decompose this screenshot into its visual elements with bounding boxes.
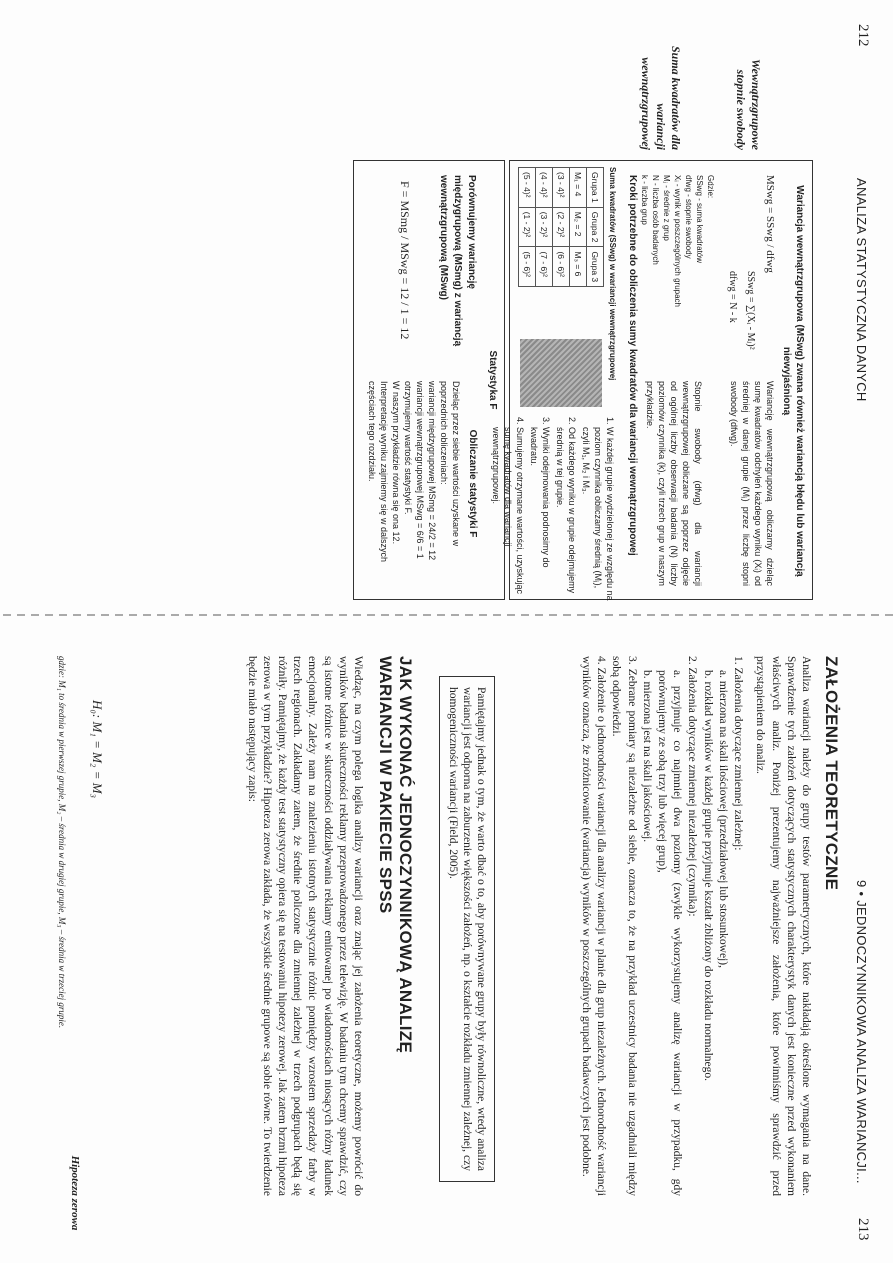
formula-legend [639,175,716,365]
f-statistic-box [353,160,505,600]
assumptions-list [578,656,745,1196]
table-cell: M₃ = 6 [570,247,587,287]
assumption-item: b. mierzona jest na skali jakościowej. [640,670,653,843]
table-cell: (5 - 6)² [519,247,536,287]
calc-line: wariancji wewnątrzgrupowej MSwg = 6/6 = 1 [415,381,425,559]
null-hypothesis: H₀: M₁ = M₂ = M₃ [90,700,105,799]
calc-line: otrzymujemy wartość statystyki F. [403,381,413,515]
calc-title: Obliczanie statystyki F [467,429,478,538]
calc-lines [366,381,462,586]
note-box: Pamiętajmy jednak o tym, że warto dbać o to, aby porównywane grupy były równoliczne, wtedy analiza wariancji jest odporna na zaburzenie większości założeń, np. o kształcie rozkładu zmiennej zależnej, czy homogeniczności wariancji (Field, 2005). [439,676,495,1182]
step-item: 1. W każdej grupie wydzielonej ze względu na poziom czynnika obliczamy średnią (Mⱼ), czyli M₁, M₂ i M₃. [580,427,616,605]
running-head-right: 9 • JEDNOCZYNNIKOWA ANALIZA WARIANCJI... [854,880,869,1184]
table-cell: (2 - 2)² [553,207,570,247]
table-cell: (7 - 6)² [536,247,553,287]
table-cell: (6 - 6)² [553,247,570,287]
page-gutter [0,614,893,616]
margin-note-ss: Suma kwadratów dla wariancji wewnątrzgrupowej [639,45,683,150]
table-cell: M₂ = 2 [570,207,587,247]
table-header-cell: Grupa 2 [587,207,604,247]
assumption-item: 2. Założenia dotyczące zmiennej niezależnej (czynnika): [686,656,699,917]
formula-ms: MSwg = SSwg / dfwg [764,175,776,273]
desc-variance: Wariancję wewnątrzgrupową obliczamy dzieląc sumę kwadratów odchyleń każdego wyniku (Xᵢ) od średniej w danej grupie (Mⱼ) przez liczbę stopni swobody (dfwg). [729,381,775,586]
legend-line: Mⱼ - średnie z grup [662,175,671,241]
footnote: gdzie: M₁ to średnia w pierwszej grupie, M₂ – średnia w drugiej grupie, M₃ – średnia w trzeciej grupie. [57,656,67,1029]
table-cell: M₁ = 4 [570,168,587,208]
legend-line: k - liczba grup [640,175,649,225]
assumptions-intro: Analiza wariancji należy do grupy testów parametrycznych, które nakładają określone wymagania na dane. Sprawdzenie tych założeń dotyczących statystycznych charakterystyk danych jest konieczne przed wykonaniem właściwych analiz. Poniżej prezentujemy najważniejsze założenia, które powinniśmy sprawdzić przed przystąpieniem do analiz. [754,656,812,1196]
desc-df: Stopnie swobody (dfwg) dla wariancji wewnątrzgrupowej obliczane są poprzez odjęcie od ogólnej liczby obserwacji badania (N) liczby poziomów czynnika (k), czyli trzech grup w naszym przykładzie. [645,381,703,586]
ss-table [518,167,604,287]
steps-list [488,413,616,605]
highlight-shading [520,339,602,407]
table-header-cell: Grupa 3 [587,247,604,287]
assumption-item: b. rozkład wyników w każdej grupie przyjmuje kształt zbliżony do rozkładu normalnego. [701,670,714,1082]
formula-df: dfwg = N - k [727,271,738,323]
f-formula: F = MSmg / MSwg = 12 / 1 = 12 [398,181,412,340]
legend-line: Xᵢ - wynik w poszczególnych grupach [673,175,682,307]
f-comparison: Porównujemy wariancję międzygrupową (MSmg) z wariancją wewnątrzgrupową (MSwg) [438,175,477,347]
assumption-item: 3. Zebrane pomiary są niezależne od siebie, oznacza to, że na przykład uczestnicy badania nie uzgadniali między sobą odpowiedzi. [610,656,638,1196]
ss-table-area [514,167,604,327]
assumption-item: a. przyjmuje co najmniej dwa poziomy (zwykle wykorzystujemy analizę wariancji w przypadku, gdy porównujemy ze sobą trzy lub więcej grup), [655,670,684,1196]
page-number-left: 212 [855,24,871,47]
section-title-assumptions: ZAŁOŻENIA TEORETYCZNE [822,656,841,891]
calc-line: Dzieląc przez siebie wartości uzyskane w poprzednich obliczeniach: [439,381,461,547]
step-item: 3. Wyniki odejmowania podnosimy do kwadratu. [528,427,552,605]
formula-ss: SSwg = ∑(Xᵢ - Mⱼ)² [745,271,756,350]
table-cell: (4 - 4)² [536,168,553,208]
calc-line: W naszym przykładzie równa się ona 12. Interpretację wyniku zajmiemy się w dalszych częściach tego rozdziału. [367,381,401,563]
legend-line: Gdzie: [706,175,715,199]
assumption-item: a. mierzona na skali ilościowej (przedziałowej lub stosunkowej), [716,670,729,968]
box-title: Wariancja wewnątrzgrupowa (MSwg) zwana również wariancją błędu lub wariancją niewyjaśnioną [781,185,805,577]
calc-line: wariancji międzygrupowej MSmg = 24/2 = 12 [427,381,437,561]
section-title-spss-2: WARIANCJI W PAKIECIE SPSS [376,656,395,914]
table-cell: (5 - 4)² [519,168,536,208]
legend-line: SSwg - suma kwadratów [695,175,704,264]
page-number-right: 213 [855,1218,871,1241]
spss-paragraph: Wiedząc, na czym polega logika analizy wariancji oraz znając jej założenia teoretyczne, możemy powrócić do wyników badania skuteczności reklamy przeprowadzonego przez telewizję. W badaniu tym chcemy sprawdzić, czy są istotne różnice w skuteczności oddziaływania reklamy emitowanej po wiadomościach niosących różny ładunek emocjonalny. Zależy nam na znalezieniu istotnych statystycznie różnic pomiędzy wzrostem sprzedaży farby w trzech regionach. Zakładamy zatem, że średnie policzone dla zmiennej zależnej w trzech podgrupach będą się różniły. Pamiętajmy, że każdy test statystyczny opiera się na testowaniu hipotezy zerowej. Jak zatem brzmi hipoteza zerowa w tym przykładzie? Hipoteza zerowa zakłada, że wszystkie średnie grupowe są sobie równe. To twierdzenie będzie miało następujący zapis: [245,656,364,1196]
assumption-item: 1. Założenia dotyczące zmiennej zależnej: [732,656,744,851]
section-title-spss-1: JAK WYKONAĆ JEDNOCZYNNIKOWĄ ANALIZĘ [396,656,415,1054]
table-header-cell: Grupa 1 [587,168,604,208]
table-caption: Suma kwadratów (SSwg) w wariancji wewnątrzgrupowej [608,167,617,381]
running-head-left: ANALIZA STATYSTYCZNA DANYCH [854,178,869,402]
assumption-item: 4. Założenie o jednorodności wariancji dla analizy wariancji w planie dla grup niezależnych. Jednorodność wariancji wyników oznacza, że zróżnicowanie (wariancja) wyników w poszczególnych grupach badawczych jest podobne. [579,656,608,1196]
table-cell: (1 - 2)² [519,207,536,247]
step-item: 2. Od każdego wyniku w grupie odejmujemy średnią w tej grupie. [554,427,578,605]
f-box-title: Statystyka F [487,350,498,410]
margin-note-null: Hipoteza zerowa [69,1155,81,1231]
table-cell: (3 - 2)² [536,207,553,247]
margin-note-df: Wewnątrzgrupowe stopnie swobody [734,58,763,150]
step-item: 4. Sumujemy otrzymane wartości, uzyskując sumę kwadratów dla wariancji wewnątrzgrupowej. [490,427,526,605]
table-cell: (3 - 4)² [553,168,570,208]
legend-line: dfwg - stopnie swobody [684,175,693,259]
steps-title: Kroki potrzebne do obliczenia sumy kwadratów dla wariancji wewnątrzgrupowej [627,175,638,556]
legend-line: N - liczba osób badanych [651,175,660,265]
